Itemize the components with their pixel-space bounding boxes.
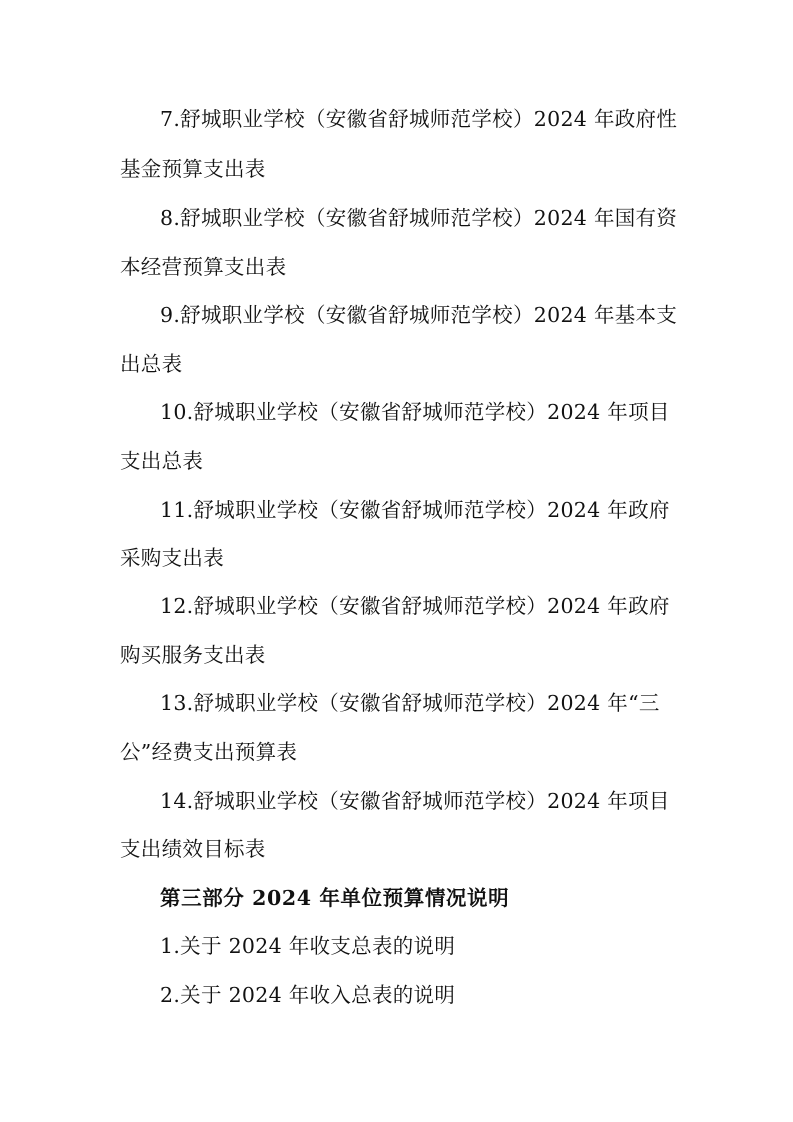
toc-item-8-line1: 8.舒城职业学校（安徽省舒城师范学校）2024 年国有资: [160, 206, 678, 230]
toc-item-10-line2: 支出总表: [120, 449, 204, 473]
toc-item-14-line2: 支出绩效目标表: [120, 837, 266, 861]
toc-item-10-line1: 10.舒城职业学校（安徽省舒城师范学校）2024 年项目: [160, 400, 670, 424]
toc-item-11-line1: 11.舒城职业学校（安徽省舒城师范学校）2024 年政府: [160, 498, 670, 522]
section-subitem-2: 2.关于 2024 年收入总表的说明: [160, 983, 456, 1007]
toc-item-7-line2: 基金预算支出表: [120, 157, 266, 181]
toc-item-7-line1: 7.舒城职业学校（安徽省舒城师范学校）2024 年政府性: [160, 107, 678, 131]
toc-item-11-line2: 采购支出表: [120, 546, 224, 570]
section-heading: 第三部分 2024 年单位预算情况说明: [160, 886, 510, 910]
toc-item-13-line2: 公”经费支出预算表: [120, 740, 298, 764]
section-subitem-1: 1.关于 2024 年收支总表的说明: [160, 934, 456, 958]
toc-item-14-line1: 14.舒城职业学校（安徽省舒城师范学校）2024 年项目: [160, 789, 670, 813]
toc-item-13-line1: 13.舒城职业学校（安徽省舒城师范学校）2024 年“三: [160, 691, 660, 715]
toc-item-9-line2: 出总表: [120, 352, 183, 376]
toc-item-8-line2: 本经营预算支出表: [120, 255, 287, 279]
toc-item-12-line2: 购买服务支出表: [120, 643, 266, 667]
toc-item-12-line1: 12.舒城职业学校（安徽省舒城师范学校）2024 年政府: [160, 594, 670, 618]
toc-item-9-line1: 9.舒城职业学校（安徽省舒城师范学校）2024 年基本支: [160, 303, 678, 327]
